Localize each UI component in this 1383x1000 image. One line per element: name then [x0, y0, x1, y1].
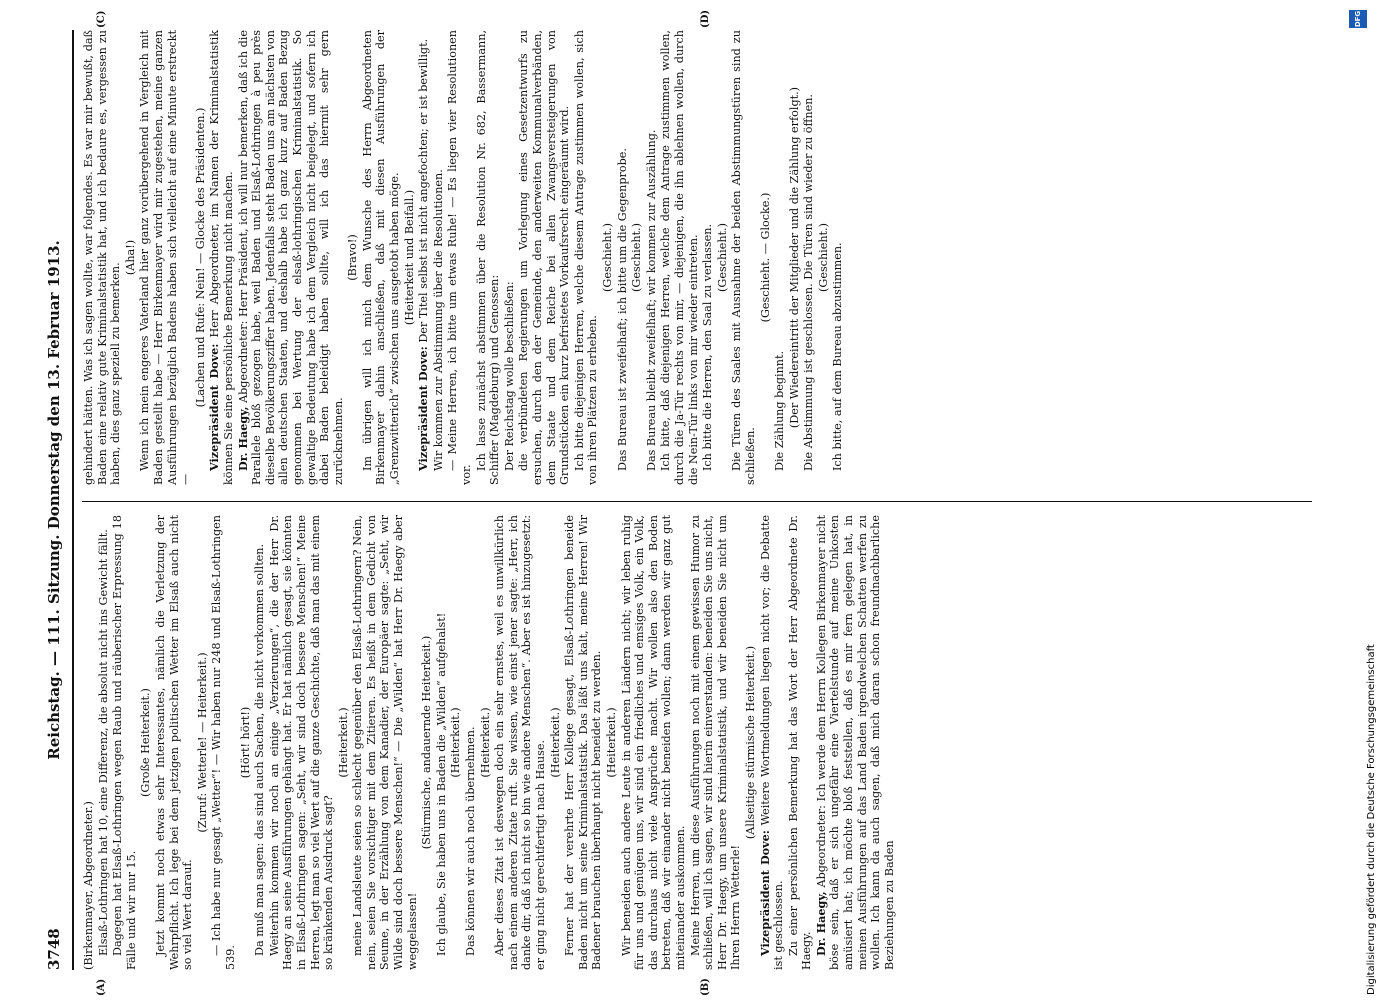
- paragraph: [493, 515, 547, 970]
- paragraph: [659, 30, 700, 485]
- interjection: [479, 515, 493, 970]
- paragraph-text: (Der Wiedereintritt der Mitglieder und die Zählung erfolgt.): [787, 86, 801, 429]
- dfg-logo: DFG: [1349, 10, 1367, 28]
- page-number: 3748: [45, 928, 63, 970]
- paragraph: [268, 515, 336, 970]
- speaker-name: Dr. Haegy,: [813, 891, 828, 956]
- paragraph: [210, 515, 237, 970]
- digitization-credit: Digitalisierung gefördert durch die Deutsche Forschungsgemeinschaft: [1366, 644, 1377, 995]
- paragraph-text: Die Abstimmung ist geschlossen. Die Türen sind wieder zu öffnen.: [802, 94, 816, 471]
- paragraph: [417, 30, 431, 485]
- paragraph-text: (Heiterkeit.): [548, 707, 562, 778]
- paragraph-text: — Ich habe nur gesagt „Wetter“! — Wir haben nur 248 und Elsaß-Lothringen 539.: [210, 515, 237, 970]
- paragraph: [620, 515, 688, 970]
- paragraph-text: Wenn ich mein engeres Vaterland hier ganz vorübergehend in Vergleich mit Baden gestellt habe — Herr Birkenmayer wird mir zugestehen, meine ganzen Ausführungen bezüglich Badens haben sich vielleicht auf eine Minute erstreckt —: [138, 30, 193, 485]
- interjection: [194, 30, 208, 485]
- paragraph-text: (Heiterkeit.): [478, 707, 492, 778]
- interjection: [716, 30, 730, 485]
- paragraph-text: Abgeordneter: Herr Präsident, ich will nur bemerken, daß ich die Parallele bloß gezogen habe, weil Baden und Elsaß-Lothringen à peu près dieselbe Bevölkerungsziffer haben. Jedenfalls steht Baden uns am nächsten von allen deutschen Staaten, und deshalb habe ich ganz kurz auf Baden Bezug genommen bei Wertung der elsaß-lothringischen Kriminalstatistik. So gewaltige Bedeutung habe ich dem Vergleich nicht beigelegt, und sofern ich dabei Baden beleidigt haben sollte, will ich das hiermit sehr gern zurücknehmen.: [236, 29, 345, 485]
- margin-mark-d: (D): [700, 9, 711, 28]
- paragraph: [616, 30, 630, 485]
- paragraph: [759, 515, 786, 970]
- paragraph-text: Ich lasse zunächst abstimmen über die Resolution Nr. 682, Bassermann, Schiffer (Magdeburg) und Genossen:: [474, 30, 502, 485]
- paragraph-text: Abgeordneter: Ich werde dem Herrn Kollegen Birkenmayer nicht böse sein, daß er sich ungefähr eine Viertelstunde auf meine Unkosten amüsiert hat; ich möchte bloß feststellen, daß es mir fern gelegen hat, in meinen Ausführungen auf das Land Baden irgendwelchen Schatten werfen zu wollen. Ich kann da auch sagen, daß mich daran schon freundnachbarliche Beziehungen zu Baden: [814, 515, 896, 970]
- interjection: [601, 30, 615, 485]
- speaker-name: Vizepräsident Dove:: [416, 346, 431, 471]
- paragraph-text: Weitere Wortmeldungen liegen nicht vor; die Debatte ist geschlossen.: [758, 515, 786, 970]
- left-column: [82, 515, 897, 970]
- paragraph-text: (Hört! hört!): [238, 706, 252, 779]
- paragraph-text: Elsaß-Lothringen hat 10, eine Differenz, die absolut nicht ins Gewicht fällt.: [96, 529, 110, 956]
- paragraph: [563, 515, 604, 970]
- right-column: [82, 30, 846, 485]
- paragraph: [435, 515, 449, 970]
- paragraph: [97, 515, 111, 970]
- paragraph: [82, 30, 123, 485]
- paragraph-text: Dagegen hat Elsaß-Lothringen wegen Raub und räuberischer Erpressung 18 Fälle und wir nur 15.: [111, 515, 138, 970]
- paragraph-text: Da muß man sagen: das sind auch Sachen, die nicht vorkommen sollten.: [253, 543, 267, 956]
- paragraph-text: die verbündeten Regierungen um Vorlegung eines Gesetzentwurfs zu ersuchen, durch den der Gemeinde, den anderweiten Kommunalverbänden, dem Staate und dem Reiche bei allen Zwangsversteigerungen von Grundstücken ein kurz befristetes Vorkaufsrecht eingeräumt wird.: [517, 30, 572, 485]
- interjection: [759, 30, 773, 485]
- paragraph-text: (Aha!): [123, 239, 137, 276]
- interjection: [124, 30, 138, 485]
- paragraph-text: Meine Herren, um diese Ausführungen noch mit einem gewissen Humor zu schließen, will ich sagen, wir sind hierin einverstanden: beneiden Sie uns nicht, Herr Dr. Haegy, um unsere Kriminalstatistik, und wir beneiden Sie nicht um Ihren Herrn Wetterle!: [688, 515, 743, 970]
- paragraph: [237, 30, 346, 485]
- paragraph: [432, 30, 446, 485]
- interjection: [403, 30, 417, 485]
- speaker-name: Dr. Haegy,: [235, 406, 250, 471]
- interjection: [196, 515, 210, 970]
- paragraph-text: gehindert hätten. Was ich sagen wollte, war folgendes. Es war mir bewußt, daß Baden eine relativ gute Kriminalstatistik hat, und ich bedaure es, vergessen zu haben, dies ganz speziell zu bemerken.: [82, 30, 123, 485]
- paragraph-text: Aber dieses Zitat ist deswegen doch ein sehr ernstes, weil es unwillkürlich nach einem anderen Zitate ruft. Sie wissen, wie einst jener sagte: „Herr, ich danke dir, daß ich nicht so bin wie andere Menschen“. Aber es ist hinzugesetzt: er ging nicht gerechtfertigt nach Hause.: [493, 515, 547, 970]
- paragraph: [573, 30, 600, 485]
- paragraph-text: Wir kommen zur Abstimmung über die Resolutionen.: [431, 169, 445, 471]
- paragraph: [154, 515, 195, 970]
- paragraph-text: (Geschieht.): [715, 223, 729, 292]
- paragraph-text: (Heiterkeit.): [604, 707, 618, 778]
- interjection: [346, 30, 360, 485]
- interjection: [817, 30, 831, 485]
- paragraph-text: (Stürmische, andauernde Heiterkeit.): [420, 635, 434, 850]
- paragraph-text: (Allseitige stürmische Heiterkeit.): [743, 645, 757, 840]
- paragraph-text: Ferner hat der verehrte Herr Kollege gesagt, Elsaß-Lothringen beneide Baden nicht um seine Kriminalstatistik. Das läßt uns kalt, meine Herren! Wir Badener brauchen überhaupt nicht beneidet zu werden.: [563, 515, 604, 970]
- interjection: [549, 515, 563, 970]
- paragraph: [138, 30, 192, 485]
- paragraph-text: (Heiterkeit und Beifall.): [402, 189, 416, 326]
- column-separator: [82, 501, 1312, 502]
- interjection: [630, 30, 644, 485]
- paragraph-text: Das können wir auch noch übernehmen.: [464, 726, 478, 956]
- paragraph-text: (Geschieht.): [630, 223, 644, 292]
- paragraph-text: Jetzt kommt noch etwas sehr Interessantes, nämlich die Verletzung der Wehrpflicht. Ich lege bei dem jetzigen politischen Wetter im Elsaß auch nicht so viel Wert darauf.: [153, 515, 195, 970]
- paragraph-text: Ich bitte, daß diejenigen Herren, welche dem Antrage zustimmen wollen, durch die Ja-Tür rechts von mir, — diejenigen, die ihn ablehnen wollen, durch die Nein-Tür links von mir wieder eintreten.: [659, 30, 700, 485]
- paragraph: [645, 30, 659, 485]
- paragraph: [730, 30, 757, 485]
- paragraph-text: (Geschieht.): [816, 223, 830, 292]
- paragraph-text: Herr Abgeordneter, im Namen der Kriminalstatistik können Sie eine persönliche Bemerkung nicht machen.: [208, 30, 235, 485]
- paragraph: [815, 515, 897, 970]
- interjection: [449, 515, 463, 970]
- paragraph: [208, 30, 235, 485]
- paragraph: [111, 515, 138, 970]
- interjection: [788, 30, 802, 485]
- paragraph: [517, 30, 571, 485]
- paragraph-text: (Birkenmayer, Abgeordneter.): [82, 801, 95, 970]
- paragraph-text: Die Zählung beginnt.: [773, 350, 787, 471]
- paragraph-text: Wir beneiden auch andere Leute in anderen Ländern nicht; wir leben ruhig für uns und genügen uns, wir sind ein friedliches und emsiges Volk, ein Volk, das durchaus nicht viele Ansprüche macht. Wir wollen also den Boden betreten, daß wir einander nicht beneiden wollen; dann werden wir ganz gut miteinander auskommen.: [619, 515, 687, 970]
- margin-mark-b: (B): [700, 978, 711, 996]
- speaker-name: Vizepräsident Dove:: [207, 343, 222, 471]
- speaker-name: Vizepräsident Dove:: [757, 830, 772, 956]
- paragraph-text: (Geschieht.): [600, 223, 614, 292]
- paragraph: [701, 30, 715, 485]
- paragraph-text: Ich bitte die Herren, den Saal zu verlassen.: [701, 223, 715, 471]
- paragraph: [831, 30, 845, 485]
- paragraph-text: Ich glaube, Sie haben uns in Baden die „Wilden“ aufgehalst!: [434, 612, 448, 956]
- paragraph: [253, 515, 267, 970]
- paragraph-text: Weiterhin kommen wir noch an einige „Verzierungen“, die der Herr Dr. Haegy an seine Ausführungen gehängt hat. Er hat nämlich gesagt, sie könnten in Elsaß-Lothringen sagen: „Seht, wir sind doch bessere Menschen!“ Meine Herren, legt man so viel Wert auf die ganze Geschichte, daß man das mit einem so kränkenden Ausdruck sagt?: [267, 515, 336, 970]
- paragraph-text: Das Bureau ist zweifelhaft; ich bitte um die Gegenprobe.: [615, 148, 629, 471]
- paragraph: [802, 30, 816, 485]
- margin-mark-a: (A): [96, 978, 107, 996]
- margin-mark-c: (C): [96, 10, 107, 28]
- paragraph-text: (Bravo!): [346, 234, 360, 281]
- paragraph: [464, 515, 478, 970]
- paragraph-text: (Lachen und Rufe: Nein! — Glocke des Präsidenten.): [193, 107, 207, 408]
- paragraph-text: (Heiterkeit.): [449, 707, 463, 778]
- interjection: [337, 515, 351, 970]
- paragraph: [361, 30, 402, 485]
- paragraph-text: (Heiterkeit.): [336, 707, 350, 778]
- paragraph-text: — Meine Herren, ich bitte um etwas Ruhe! — Es liegen vier Resolutionen vor.: [446, 30, 474, 485]
- paragraph-text: Die Türen des Saales mit Ausnahme der beiden Abstimmungstüren sind zu schließen.: [730, 30, 757, 485]
- paragraph: [475, 30, 502, 485]
- paragraph-text: Das Bureau bleibt zweifelhaft; wir kommen zur Auszählung.: [644, 129, 658, 471]
- interjection: [744, 515, 758, 970]
- interjection: [239, 515, 253, 970]
- interjection: [139, 515, 153, 970]
- paragraph-text: Der Titel selbst ist nicht angefochten; er ist bewilligt.: [417, 38, 431, 347]
- paragraph: [82, 515, 96, 970]
- paragraph: [773, 30, 787, 485]
- paragraph: [446, 30, 473, 485]
- paragraph: [503, 30, 517, 485]
- paragraph-text: Ich bitte, auf dem Bureau abzustimmen.: [831, 242, 845, 471]
- interjection: [605, 515, 619, 970]
- paragraph-text: Im übrigen will ich mich dem Wunsche des Herrn Abgeordneten Birkenmayer dahin anschließen, daß mit diesen Ausführungen der „Grenzwitterich“ zwischen uns ausgetobt haben möge.: [360, 30, 402, 485]
- paragraph-text: (Große Heiterkeit.): [139, 688, 153, 797]
- paragraph-text: Zu einer persönlichen Bemerkung hat das Wort der Herr Abgeordnete Dr. Haegy.: [786, 515, 814, 970]
- running-header: [45, 30, 71, 970]
- paragraph-text: (Zuruf: Wetterle! — Heiterkeit.): [195, 652, 209, 833]
- paragraph: [351, 515, 419, 970]
- paragraph-text: Der Reichstag wolle beschließen:: [502, 281, 516, 471]
- paragraph-text: Ich bitte diejenigen Herren, welche diesem Antrage zustimmen wollen, sich von ihren Plätzen zu erheben.: [572, 30, 600, 485]
- paragraph: [689, 515, 743, 970]
- paragraph-text: meine Landsleute seien so schlecht gegenüber den Elsaß-Lothringern? Nein, nein, seien Sie vorsichtiger mit dem Zitieren. Es heißt in dem Gedicht von Seume, in der Erzählung von dem Kanadier, der Europäer sagte: „Seht, wir Wilde sind doch bessere Menschen!“ — Die „Wilden“ hat Herr Dr. Haegy aber weggelassen!: [351, 515, 419, 970]
- paragraph: [787, 515, 814, 970]
- paragraph-text: (Geschieht. — Glocke.): [758, 192, 772, 323]
- interjection: [420, 515, 434, 970]
- header-rule: [72, 30, 74, 970]
- page-title: Reichstag. — 111. Sitzung. Donnerstag den 13. Februar 1913.: [45, 240, 63, 760]
